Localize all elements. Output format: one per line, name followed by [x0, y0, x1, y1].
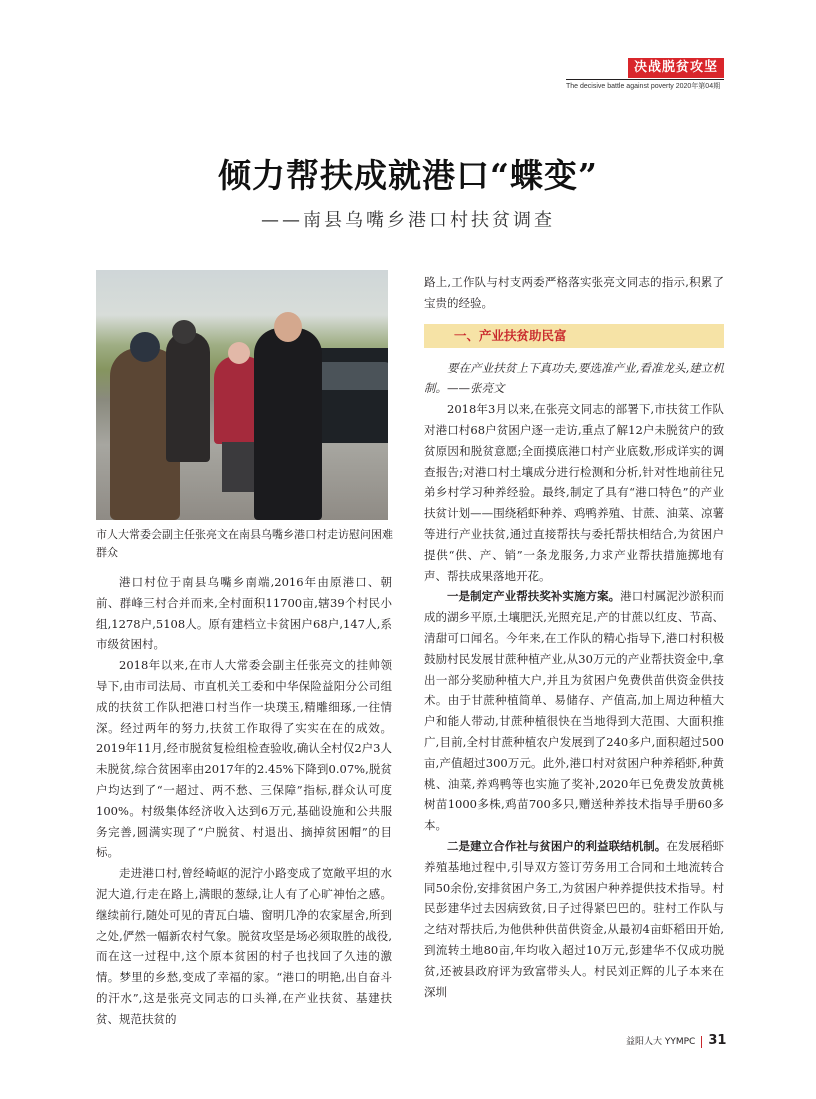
header-rule: [566, 79, 724, 80]
body-paragraph: [424, 836, 724, 1002]
body-paragraph: 2018年以来,在市人大常委会副主任张亮文的挂帅领导下,由市司法局、市直机关工委和中华保险益阳分公司组成的扶贫工作队把港口村当作一块璞玉,精雕细琢,一往情深。经过两年的努力,扶贫工作取得了实实在在的成效。2019年11月,经市脱贫复检组检查验收,确认全村仅2户3人未脱贫,综合贫困率由2017年的2.45%下降到0.07%,脱贫户均达到了“一超过、两不愁、三保障”指标,群众认可度100%。村级集体经济收入达到6万元,基础设施和公共服务完善,圆满实现了“户脱贫、村退出、摘掉贫困帽”的目标。: [96, 658, 392, 860]
body-paragraph: 2018年3月以来,在张亮文同志的部署下,市扶贫工作队对港口村68户贫困户逐一走访,重点了解12户未脱贫户的致贫原因和脱贫意愿;全面摸底港口村产业底数,形成详实的调查报告;对港口村土壤成分进行检测和分析,针对性地前往兄弟乡村学习种养经验。最终,制定了具有“港口特色”的产业扶贫计划——围绕稻虾种养、鸡鸭养殖、甘蔗、油菜、凉薯等进行产业扶贫,通过直接帮扶与委托帮扶相结合,为贫困户提供“供、产、销”一条龙服务,力求产业帮扶措施掷地有声、帮扶成果落地开花。: [424, 402, 724, 583]
lead-heading: 一是制定产业帮扶奖补实施方案。: [447, 589, 621, 604]
body-paragraph: 走进港口村,曾经崎岖的泥泞小路变成了宽敞平坦的水泥大道,行走在路上,满眼的葱绿,让人有了心旷神怡之感。继续前行,随处可见的青瓦白墙、窗明几净的农家屋舍,所到之处,俨然一幅新农村气象。脱贫攻坚是场必须取胜的战役,而在这一过程中,这个原本贫困的村子也找回了久违的激情。梦里的乡愁,变成了幸福的家。“港口的明艳,出自奋斗的汗水”,这是张亮文同志的口头禅,在产业扶贫、基建扶贫、规范扶贫的: [96, 866, 392, 1026]
section-quote: 要在产业扶贫上下真功夫,要选准产业,看准龙头,建立机制。——张亮文: [424, 360, 724, 396]
photo-person-head: [274, 312, 302, 342]
issue-line: The decisive battle against poverty 2020年第04期: [566, 83, 721, 90]
photo-person-head: [130, 332, 160, 362]
magazine-name: 益阳人大 YYMPC: [626, 1037, 696, 1047]
left-column: [96, 572, 392, 1030]
photo-person-legs: [222, 442, 258, 492]
article-photo: [96, 270, 388, 520]
page-footer: [626, 1033, 726, 1048]
body-paragraph: [424, 586, 724, 836]
photo-person-head: [228, 342, 250, 364]
footer-divider: [701, 1036, 702, 1048]
page-number: 31: [708, 1033, 727, 1048]
lead-heading: 二是建立合作社与贫困户的利益联结机制。: [447, 838, 667, 853]
body-text: 在发展稻虾养殖基地过程中,引导双方签订劳务用工合同和土地流转合同50余份,安排贫困户务工,为贫困户种养提供技术指导。村民彭建华过去因病致贫,日子过得紧巴巴的。驻村工作队与之结对帮扶后,为他供种供苗供资金,从最初4亩虾稻田开始,到流转土地80亩,年均收入超过10万元,彭建华不仅成功脱贫,还被县政府评为致富带头人。村民刘正辉的儿子本来在深圳: [424, 838, 725, 999]
article-title: 倾力帮扶成就港口“蝶变”: [218, 156, 598, 195]
photo-person-head: [172, 320, 196, 344]
body-text: 港口村属泥沙淤积而成的湖乡平原,土壤肥沃,光照充足,产的甘蔗以红皮、节高、清甜可口闻名。今年来,在工作队的精心指导下,港口村积极鼓励村民发展甘蔗种植产业,从30万元的产业帮扶资金中,拿出一部分奖励种植大户,并且为贫困户免费供苗供资金供技术。由于甘蔗种植简单、易储存、产值高,加上周边种植大户和能人带动,甘蔗种植很快在当地得到大范围、大面积推广,目前,全村甘蔗种植农户发展到了240多户,面积超过500亩,产值超过300万元。此外,港口村对贫困户种养稻虾,种黄桃、油菜,养鸡鸭等也实施了奖补,2020年已免费发放黄桃树苗1000多株,鸡苗700多只,赠送种养技术指导手册60多本。: [424, 589, 725, 833]
photo-caption: 市人大常委会副主任张亮文在南县乌嘴乡港口村走访慰问困难群众: [96, 528, 393, 559]
article-subtitle: ——南县乌嘴乡港口村扶贫调查: [261, 210, 555, 231]
section-heading: 一、产业扶贫助民富: [424, 324, 724, 348]
photo-person: [166, 332, 210, 462]
right-column: [424, 272, 724, 1002]
photo-person: [254, 328, 322, 520]
body-paragraph: 港口村位于南县乌嘴乡南端,2016年由原港口、朝前、群峰三村合并而来,全村面积11700亩,辖39个村民小组,1278户,5108人。原有建档立卡贫困户68户,147人,系市级贫困村。: [96, 575, 392, 652]
column-tag: 决战脱贫攻坚: [628, 58, 724, 78]
body-paragraph: 路上,工作队与村支两委严格落实张亮文同志的指示,积累了宝贵的经验。: [424, 275, 724, 310]
